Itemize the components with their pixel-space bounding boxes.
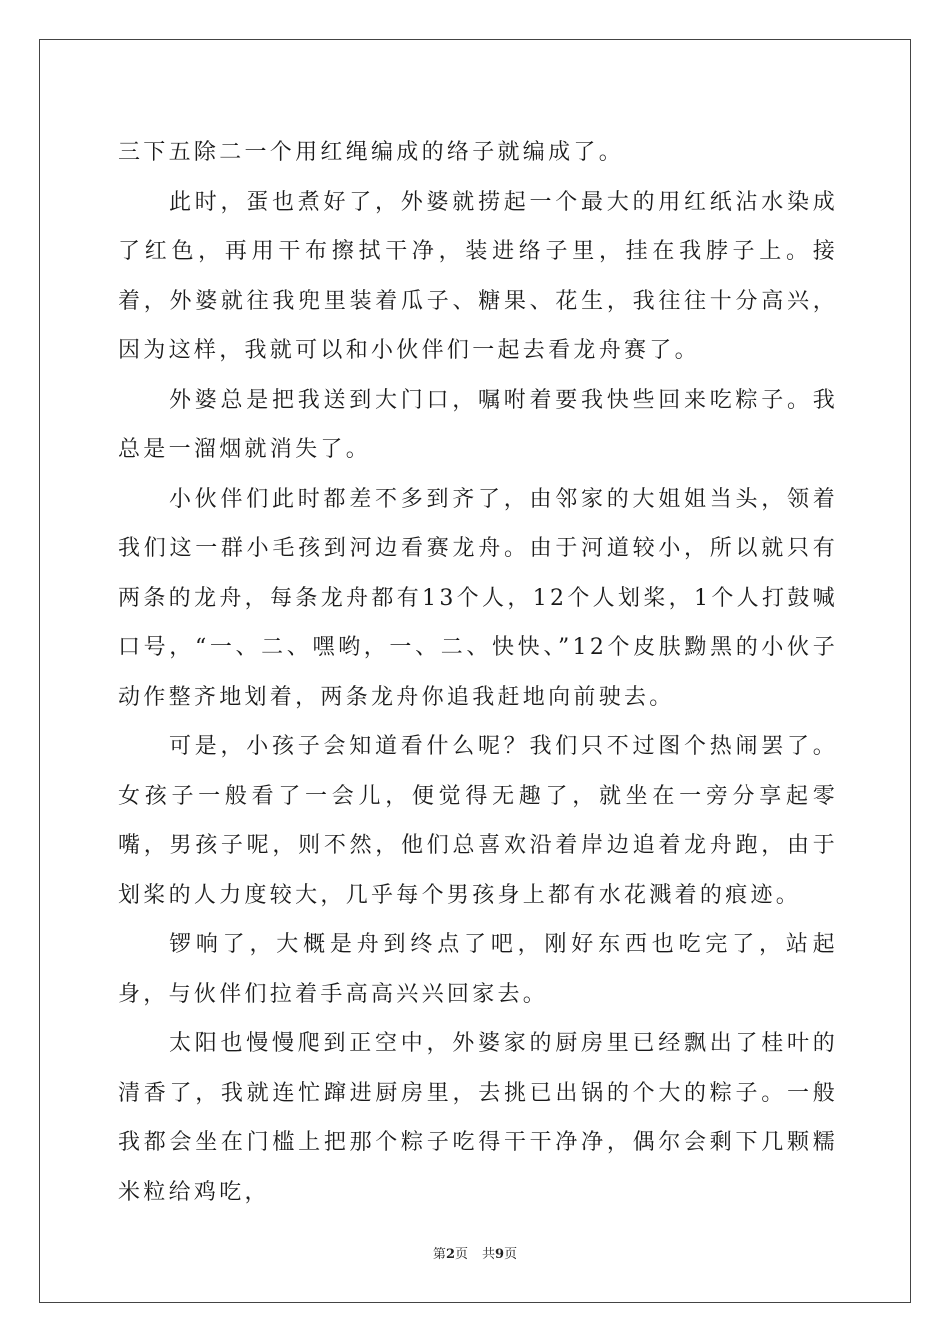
page-label-suffix: 页: [454, 1247, 468, 1262]
page-label-prefix: 第: [432, 1247, 446, 1262]
paragraph-4: 小伙伴们此时都差不多到齐了，由邻家的大姐姐当头，领着我们这一群小毛孩到河边看赛龙舟。由于河道较小，所以就只有两条的龙舟，每条龙舟都有13个人，12个人划桨，1个人打鼓喊口号，“一、二、嘿哟，一、二、快快、”12个皮肤黝黑的小伙子动作整齐地划着，两条龙舟你追我赶地向前驶去。: [118, 486, 838, 710]
paragraph-7: 太阳也慢慢爬到正空中，外婆家的厨房里已经飘出了桂叶的清香了，我就连忙蹿进厨房里，去挑已出锅的个大的粽子。一般我都会坐在门槛上把那个粽子吃得干干净净，偶尔会剩下几颗糯米粒给鸡吃，: [118, 1031, 838, 1205]
page-footer: [0, 1243, 950, 1262]
total-label-prefix: 共: [482, 1247, 496, 1262]
document-body: [118, 128, 838, 1217]
paragraph-3: 外婆总是把我送到大门口，嘱咐着要我快些回来吃粽子。我总是一溜烟就消失了。: [118, 387, 838, 462]
paragraph-5: 可是，小孩子会知道看什么呢？我们只不过图个热闹罢了。女孩子一般看了一会儿，便觉得无趣了，就坐在一旁分享起零嘴，男孩子呢，则不然，他们总喜欢沿着岸边追着龙舟跑，由于划桨的人力度较大，几乎每个男孩身上都有水花溅着的痕迹。: [118, 734, 838, 908]
paragraph-6: 锣响了，大概是舟到终点了吧，刚好东西也吃完了，站起身，与伙伴们拉着手高高兴兴回家去。: [118, 932, 838, 1007]
total-page-count: 9: [495, 1247, 505, 1262]
current-page-number: 2: [445, 1247, 455, 1262]
total-label-suffix: 页: [504, 1247, 518, 1262]
paragraph-1: 三下五除二一个用红绳编成的络子就编成了。: [118, 140, 625, 165]
paragraph-2: 此时，蛋也煮好了，外婆就捞起一个最大的用红纸沾水染成了红色，再用干布擦拭干净，装进络子里，挂在我脖子上。接着，外婆就往我兜里装着瓜子、糖果、花生，我往往十分高兴，因为这样，我就可以和小伙伴们一起去看龙舟赛了。: [118, 189, 838, 363]
